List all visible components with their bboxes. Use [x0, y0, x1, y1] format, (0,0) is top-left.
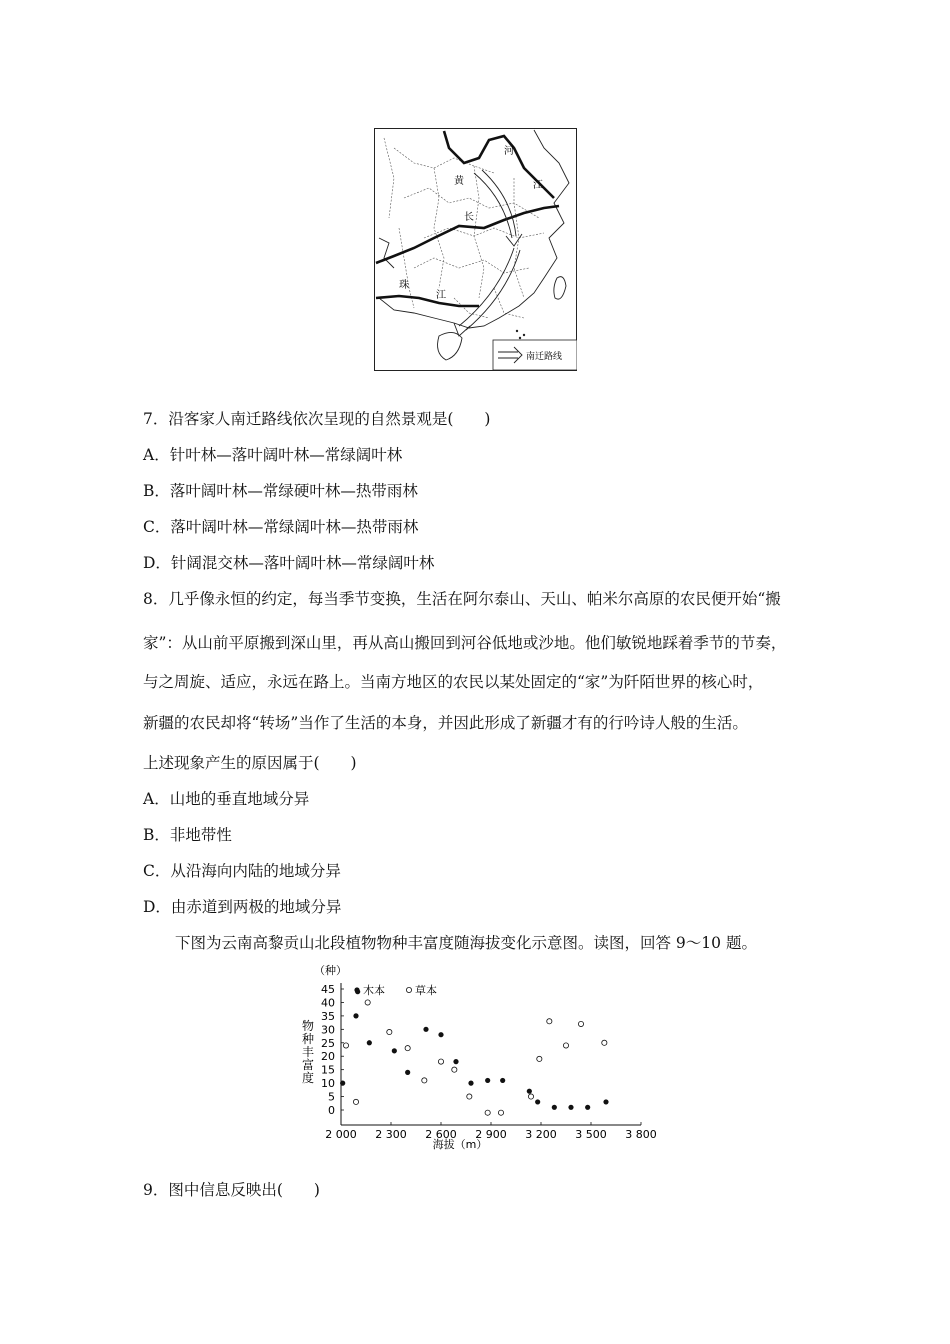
herb-point — [438, 1059, 443, 1064]
woody-point — [367, 1040, 372, 1045]
herb-point — [353, 1099, 358, 1104]
x-tick-label: 3 500 — [575, 1128, 607, 1141]
legend-label: 南迁路线 — [526, 352, 563, 362]
woody-point — [438, 1032, 443, 1037]
x-tick-label: 3 800 — [625, 1128, 656, 1141]
woody-point — [568, 1105, 573, 1110]
x-tick-label: 2 000 — [325, 1128, 357, 1141]
migration-map — [374, 128, 577, 371]
q8-line-4: 新疆的农民却将“转场”当作了生活的本身，并因此形成了新疆才有的行吟诗人般的生活。 — [143, 714, 748, 732]
herb-point — [498, 1110, 503, 1115]
y-axis-label-char: 富 — [301, 1058, 315, 1072]
legend-herb: 草本 — [415, 984, 437, 997]
woody-point — [603, 1099, 608, 1104]
y-tick-label: 35 — [321, 1009, 335, 1023]
herb-point — [602, 1040, 607, 1045]
legend-hollow-marker — [406, 987, 411, 992]
q7-option-a: A．针叶林—落叶阔叶林—常绿阔叶林 — [143, 446, 403, 464]
y-tick-label: 45 — [321, 983, 335, 996]
woody-point — [468, 1081, 473, 1086]
herb-point — [537, 1056, 542, 1061]
y-axis-label-char: 物 — [301, 1019, 315, 1033]
q7-stem: 7．沿客家人南迁路线依次呈现的自然景观是( ) — [143, 410, 491, 428]
y-tick-label: 25 — [321, 1036, 335, 1050]
woody-point — [405, 1070, 410, 1075]
q7-option-c: C．落叶阔叶林—常绿阔叶林—热带雨林 — [143, 518, 419, 536]
q8-option-c: C．从沿海向内陆的地域分异 — [143, 862, 341, 880]
y-tick-label: 15 — [321, 1063, 335, 1077]
woody-point — [500, 1078, 505, 1083]
woody-point — [340, 1081, 345, 1086]
woody-point — [423, 1027, 428, 1032]
herb-point — [452, 1067, 457, 1072]
herb-point — [547, 1019, 552, 1024]
woody-point — [392, 1048, 397, 1053]
woody-point — [585, 1105, 590, 1110]
x-axis-label: 海拔（m） — [432, 1138, 488, 1151]
q8-option-d: D．由赤道到两极的地域分异 — [143, 898, 342, 916]
y-axis-label-char: 种 — [301, 1032, 315, 1046]
x-tick-label: 3 200 — [525, 1128, 557, 1141]
herb-point — [467, 1094, 472, 1099]
y-unit-label: （种） — [314, 964, 347, 977]
chart-intro: 下图为云南高黎贡山北段植物物种丰富度随海拔变化示意图。读图，回答 9～10 题。 — [175, 934, 757, 952]
q8-stem: 上述现象产生的原因属于( ) — [143, 754, 357, 772]
herb-point — [365, 1000, 370, 1005]
x-tick-label: 2 900 — [475, 1128, 507, 1141]
woody-point — [552, 1105, 557, 1110]
q8-option-b: B．非地带性 — [143, 826, 232, 844]
label-jiang-south: 江 — [436, 290, 446, 301]
herb-point — [578, 1021, 583, 1026]
y-tick-label: 10 — [321, 1077, 335, 1091]
y-tick-label: 40 — [321, 996, 335, 1010]
herb-point — [422, 1078, 427, 1083]
y-axis-label-char: 丰 — [301, 1045, 315, 1059]
q7-option-b: B．落叶阔叶林—常绿硬叶林—热带雨林 — [143, 482, 418, 500]
y-tick-label: 30 — [321, 1023, 335, 1037]
woody-point — [355, 989, 360, 994]
label-huang: 黄 — [454, 176, 464, 187]
herb-point — [405, 1046, 410, 1051]
woody-point — [453, 1059, 458, 1064]
q8-option-a: A．山地的垂直地域分异 — [143, 790, 310, 808]
q8-line-1: 8．几乎像永恒的约定，每当季节变换，生活在阿尔泰山、天山、帕米尔高原的农民便开始“搬 — [143, 590, 781, 608]
woody-point — [535, 1099, 540, 1104]
herb-point — [485, 1110, 490, 1115]
label-he: 河 — [504, 146, 514, 157]
herb-point — [343, 1043, 348, 1048]
species-richness-chart — [296, 960, 656, 1160]
herb-point — [563, 1043, 568, 1048]
label-jiang-north: 江 — [533, 180, 543, 191]
y-tick-label: 0 — [328, 1104, 335, 1117]
q7-option-d: D．针阔混交林—落叶阔叶林—常绿阔叶林 — [143, 554, 435, 572]
legend-woody: 木本 — [363, 984, 385, 997]
y-tick-label: 5 — [328, 1090, 335, 1104]
y-tick-label: 20 — [321, 1050, 335, 1064]
woody-point — [485, 1078, 490, 1083]
label-zhu: 珠 — [399, 280, 409, 291]
label-chang: 长 — [464, 212, 474, 223]
herb-point — [528, 1094, 533, 1099]
x-tick-label: 2 600 — [425, 1128, 457, 1141]
q8-line-3: 与之周旋、适应，永远在路上。当南方地区的农民以某处固定的“家”为阡陌世界的核心时， — [143, 673, 764, 691]
woody-point — [353, 1013, 358, 1018]
y-axis-label-char: 度 — [301, 1071, 315, 1085]
q9-stem: 9．图中信息反映出( ) — [143, 1181, 320, 1199]
x-tick-label: 2 300 — [375, 1128, 407, 1141]
herb-point — [387, 1029, 392, 1034]
q8-line-2: 家”：从山前平原搬到深山里，再从高山搬回到河谷低地或沙地。他们敏锐地踩着季节的节奏， — [143, 634, 787, 652]
woody-point — [527, 1089, 532, 1094]
